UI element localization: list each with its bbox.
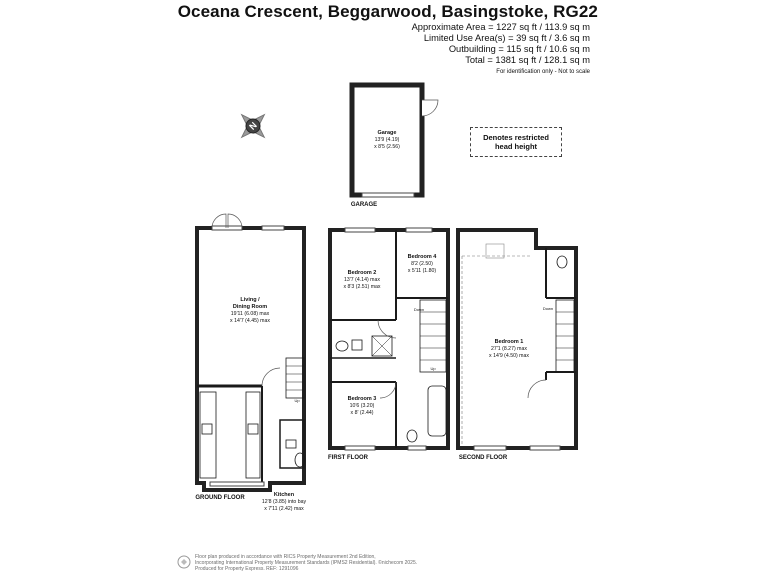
compass-letter: N [247, 120, 259, 132]
rics-logo-icon [177, 555, 191, 574]
bedroom-1-name: Bedroom 1 [494, 339, 524, 345]
footer-line-2: Incorporating International Property Measurement Standards (IPMS2 Residential). ©nichecom 2025. [195, 560, 418, 567]
garage-room-name: Garage [377, 130, 397, 136]
bedroom-4-dim-1: 8'2 (2.50) [411, 261, 433, 267]
bedroom-1-dim-1: 27'1 (8.27) max [491, 346, 527, 352]
first-stairs-up: Up [430, 366, 436, 371]
bedroom-3-name: Bedroom 3 [347, 396, 377, 402]
bedroom-2-dim-1: 13'7 (4.14) max [344, 277, 380, 283]
outbuilding-area: Outbuilding = 115 sq ft / 10.6 sq m [448, 44, 590, 54]
limited-area: Limited Use Area(s) = 39 sq ft / 3.6 sq m [423, 33, 590, 43]
living-name-2: Dining Room [232, 304, 268, 310]
total-area: Total = 1381 sq ft / 128.1 sq m [465, 55, 590, 65]
bedroom-1-dim-2: x 14'9 (4.50) max [489, 353, 529, 359]
scale-note: For identification only - Not to scale [496, 69, 590, 75]
legend-line-2: head height [494, 142, 538, 151]
ground-floor-plan [197, 214, 305, 490]
garage-dim-1: 13'9 (4.19) [374, 137, 400, 143]
bedroom-2-dim-2: x 8'3 (2.51) max [343, 284, 381, 290]
bedroom-3-dim-1: 10'6 (3.20) [349, 403, 375, 409]
living-dim-1: 19'11 (6.08) max [230, 311, 270, 317]
ground-floor-label: GROUND FLOOR [195, 495, 245, 501]
garage-dim-2: x 8'5 (2.56) [374, 144, 400, 150]
kitchen-dim-1: 12'8 (3.85) into bay [261, 499, 307, 505]
first-floor-label: FIRST FLOOR [328, 455, 368, 461]
bedroom-3-dim-2: x 8' (2.44) [350, 410, 374, 416]
kitchen-dim-2: x 7'11 (2.42) max [264, 506, 304, 512]
footer-disclaimer [195, 554, 417, 573]
garage-label: GARAGE [350, 202, 378, 208]
ground-stairs-up: Up [294, 398, 300, 403]
bedroom-2-name: Bedroom 2 [347, 270, 377, 276]
second-stairs-down: Down [542, 306, 554, 311]
living-dim-2: x 14'7 (4.45) max [230, 318, 270, 324]
footer-line-1: Floor plan produced in accordance with RICS Property Measurement 2nd Edition, [195, 554, 376, 560]
living-name-1: Living / [240, 297, 260, 303]
first-stairs-down: Down [413, 307, 425, 312]
second-floor-label: SECOND FLOOR [458, 455, 508, 461]
legend-line-1: Denotes restricted [483, 133, 549, 142]
bedroom-4-name: Bedroom 4 [407, 254, 437, 260]
footer-line-3: Produced for Property Express. REF: 1291096 [195, 566, 299, 573]
property-title: Oceana Crescent, Beggarwood, Basingstoke, RG22 [177, 2, 598, 21]
kitchen-name: Kitchen [273, 492, 295, 498]
approx-area: Approximate Area = 1227 sq ft / 113.9 sq m [411, 22, 590, 32]
bedroom-4-dim-2: x 5'11 (1.80) [407, 268, 437, 274]
